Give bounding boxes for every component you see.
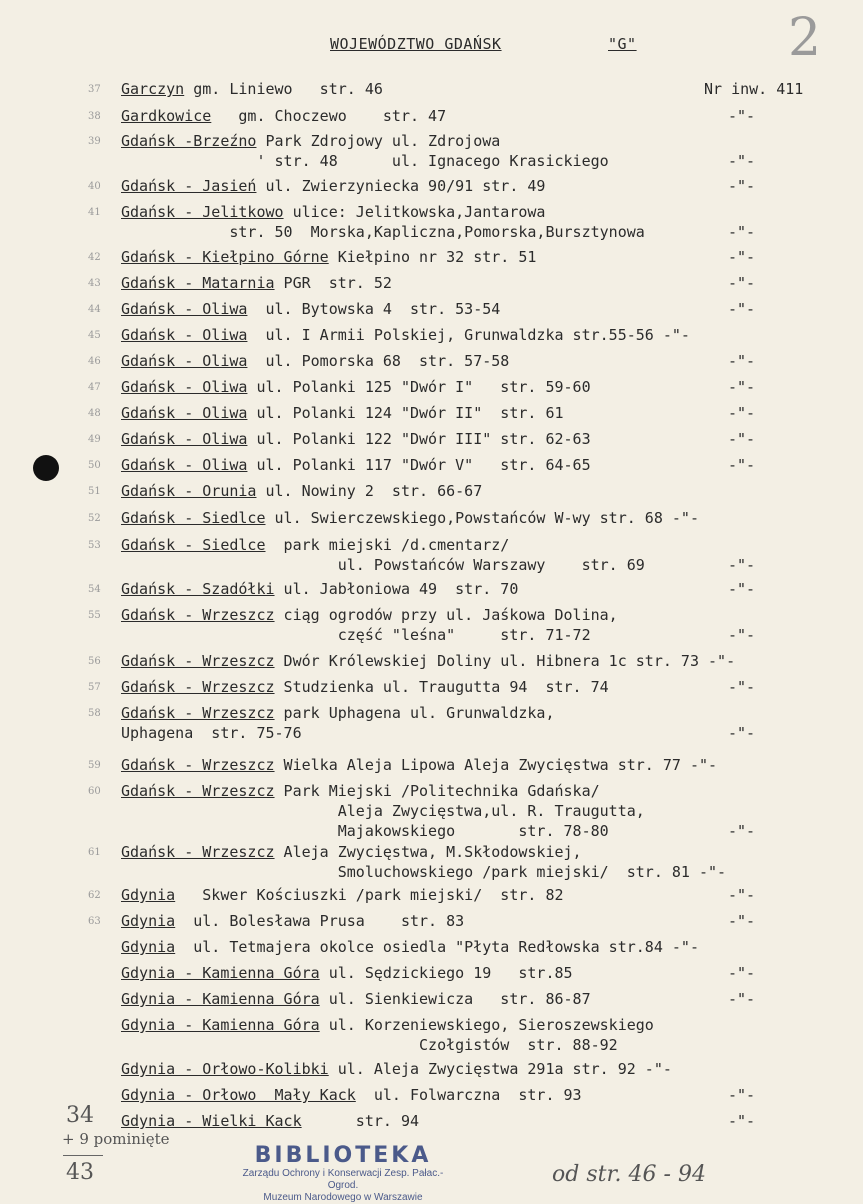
entry-place: Garczyn: [121, 80, 185, 98]
entry-line: [121, 107, 446, 125]
row-index-number: 58: [88, 708, 101, 719]
entry-line: [121, 456, 591, 474]
entry-details: ul. Nowiny 2 str. 66-67: [256, 482, 483, 500]
entry-ditto: -"-: [728, 886, 756, 904]
entry-details: ul. Tetmajera okolce osiedla "Płyta Redłowska str.84 -"-: [175, 938, 699, 956]
entry-ditto: -"-: [728, 556, 756, 574]
entry-place: Gdynia: [121, 938, 176, 956]
entry-line: [121, 990, 591, 1008]
entry-details: ul. Polanki 117 "Dwór V" str. 64-65: [247, 456, 591, 474]
handwritten-count: 34: [66, 1103, 94, 1128]
entry-details: ul. Bolesława Prusa str. 83: [175, 912, 465, 930]
row-index-number: 56: [88, 656, 101, 667]
row-index-number: 59: [88, 760, 101, 771]
handwritten-sum: 43: [66, 1160, 94, 1185]
document-letter: "G": [608, 35, 637, 53]
entry-place: Gdańsk - Szadółki: [121, 580, 275, 598]
entry-place: Gdańsk - Wrzeszcz: [121, 843, 275, 861]
entry-place: Gdańsk - Wrzeszcz: [121, 756, 275, 774]
entry-continuation: Majakowskiego str. 78-80: [121, 822, 609, 840]
entry-line: [121, 509, 699, 527]
entry-line: [121, 938, 699, 956]
entry-ditto: -"-: [728, 678, 756, 696]
entry-place: Gdańsk - Jasień: [121, 177, 257, 195]
stamp-line-2: Muzeum Narodowego w Warszawie: [263, 1192, 423, 1203]
entry-continuation: ' str. 48 ul. Ignacego Krasickiego: [121, 152, 609, 170]
entry-ditto: -"-: [728, 352, 756, 370]
entry-line: [121, 912, 464, 930]
entry-place: Gdańsk - Wrzeszcz: [121, 704, 275, 722]
entry-ditto: -"-: [728, 404, 756, 422]
row-index-number: 60: [88, 786, 101, 797]
entry-ditto: -"-: [728, 964, 756, 982]
entry-place: Gdańsk - Matarnia: [121, 274, 275, 292]
entry-place: Gdańsk - Wrzeszcz: [121, 782, 275, 800]
entry-ditto: -"-: [728, 152, 756, 170]
entry-line: [121, 756, 717, 774]
entry-place: Gdynia - Kamienna Góra: [121, 990, 320, 1008]
entry-details: ul. I Armii Polskiej, Grunwaldzka str.55-56 -"-: [247, 326, 690, 344]
row-index-number: 41: [88, 207, 101, 218]
entry-details: gm. Liniewo str. 46: [184, 80, 383, 98]
entry-ditto: -"-: [728, 626, 756, 644]
row-index-number: 62: [88, 890, 101, 901]
entry-line: [121, 80, 383, 98]
entry-line: [121, 606, 618, 624]
stamp-line-1: Zarządu Ochrony i Konserwacji Zesp. Pałac.-Ogrod.: [242, 1168, 444, 1191]
entry-place: Gdańsk - Jelitkowo: [121, 203, 284, 221]
entry-details: ul. Folwarczna str. 93: [355, 1086, 582, 1104]
row-index-number: 43: [88, 278, 101, 289]
row-index-number: 55: [88, 610, 101, 621]
row-index-number: 44: [88, 304, 101, 315]
entry-line: [121, 378, 591, 396]
entry-place: Gdynia - Kamienna Góra: [121, 964, 320, 982]
row-index-number: 48: [88, 408, 101, 419]
document-title: WOJEWÓDZTWO GDAŃSK: [330, 35, 502, 53]
entry-ditto: -"-: [728, 300, 756, 318]
entry-line: [121, 300, 500, 318]
row-index-number: 37: [88, 84, 101, 95]
entry-ditto: -"-: [728, 430, 756, 448]
row-index-number: 40: [88, 181, 101, 192]
entry-details: ul. Jabłoniowa 49 str. 70: [274, 580, 519, 598]
entry-details: Kiełpino nr 32 str. 51: [328, 248, 537, 266]
entry-details: Park Miejski /Politechnika Gdańska/: [274, 782, 600, 800]
row-index-number: 51: [88, 486, 101, 497]
row-index-number: 52: [88, 513, 101, 524]
entry-place: Gdańsk - Siedlce: [121, 536, 266, 554]
entry-ditto: -"-: [728, 274, 756, 292]
entry-place: Gdańsk - Wrzeszcz: [121, 678, 275, 696]
entry-ditto: -"-: [728, 1086, 756, 1104]
entry-line: [121, 782, 600, 800]
entry-place: Gdańsk - Wrzeszcz: [121, 652, 275, 670]
entry-ditto: -"-: [728, 248, 756, 266]
entry-place: Gdańsk - Oliwa: [121, 326, 248, 344]
entry-line: [121, 1112, 419, 1130]
entry-details: ulice: Jelitkowska,Jantarowa: [283, 203, 546, 221]
entry-line: [121, 203, 545, 221]
entry-line: [121, 177, 545, 195]
entry-place: Gdańsk - Orunia: [121, 482, 257, 500]
entry-line: [121, 132, 500, 150]
entry-details: ul. Polanki 122 "Dwór III" str. 62-63: [247, 430, 591, 448]
entry-line: [121, 843, 582, 861]
row-index-number: 39: [88, 136, 101, 147]
entry-details: Aleja Zwycięstwa, M.Skłodowskiej,: [274, 843, 582, 861]
entry-details: ul. Sienkiewicza str. 86-87: [319, 990, 591, 1008]
row-index-number: 46: [88, 356, 101, 367]
entry-details: Park Zdrojowy ul. Zdrojowa: [256, 132, 501, 150]
entry-continuation: Smoluchowskiego /park miejski/ str. 81 -"-: [121, 863, 727, 881]
entry-line: [121, 1060, 672, 1078]
library-stamp: [228, 1143, 458, 1204]
entry-line: [121, 430, 591, 448]
row-index-number: 54: [88, 584, 101, 595]
entry-line: [121, 274, 392, 292]
entry-ditto: -"-: [728, 912, 756, 930]
row-index-number: 38: [88, 111, 101, 122]
entry-line: [121, 704, 555, 722]
entry-ditto: -"-: [728, 580, 756, 598]
entry-details: ul. Swierczewskiego,Powstańców W-wy str. 68 -"-: [265, 509, 699, 527]
entry-place: Gdynia: [121, 886, 176, 904]
entry-continuation: Aleja Zwycięstwa,ul. R. Traugutta,: [121, 802, 645, 820]
entry-line: [121, 886, 564, 904]
entry-ditto: -"-: [728, 378, 756, 396]
entry-place: Gdańsk - Kiełpino Górne: [121, 248, 329, 266]
entry-line: [121, 352, 509, 370]
row-index-number: 63: [88, 916, 101, 927]
entry-place: Gdańsk - Oliwa: [121, 300, 248, 318]
entry-place: Gdańsk - Siedlce: [121, 509, 266, 527]
entry-line: [121, 1016, 654, 1034]
entry-continuation: ul. Powstańców Warszawy str. 69: [121, 556, 645, 574]
entry-details: ul. Bytowska 4 str. 53-54: [247, 300, 501, 318]
entry-line: [121, 326, 690, 344]
entry-details: park Uphagena ul. Grunwaldzka,: [274, 704, 555, 722]
entry-ditto: -"-: [728, 990, 756, 1008]
entry-ditto: -"-: [728, 223, 756, 241]
entry-details: ul. Sędzickiego 19 str.85: [319, 964, 573, 982]
row-index-number: 61: [88, 847, 101, 858]
entry-details: ul. Polanki 124 "Dwór II" str. 61: [247, 404, 564, 422]
entry-line: [121, 964, 573, 982]
entry-line: [121, 536, 509, 554]
entry-details: ul. Aleja Zwycięstwa 291a str. 92 -"-: [328, 1060, 672, 1078]
entry-details: ciąg ogrodów przy ul. Jaśkowa Dolina,: [274, 606, 618, 624]
row-index-number: 50: [88, 460, 101, 471]
entry-continuation: Uphagena str. 75-76: [121, 724, 302, 742]
entry-ditto: -"-: [728, 1112, 756, 1130]
sum-line: [63, 1155, 103, 1156]
entry-details: ul. Polanki 125 "Dwór I" str. 59-60: [247, 378, 591, 396]
entry-line: [121, 652, 735, 670]
entry-place: Gdynia: [121, 912, 176, 930]
row-index-number: 45: [88, 330, 101, 341]
handwritten-plus-note: + 9 pominięte: [62, 1130, 170, 1148]
entry-details: Wielka Aleja Lipowa Aleja Zwycięstwa str. 77 -"-: [274, 756, 718, 774]
entry-line: [121, 482, 482, 500]
entry-place: Gardkowice: [121, 107, 212, 125]
punch-hole: [33, 455, 59, 481]
entry-place: Gdańsk - Wrzeszcz: [121, 606, 275, 624]
entry-place: Gdynia - Orłowo-Kolibki: [121, 1060, 329, 1078]
entry-details: gm. Choczewo str. 47: [211, 107, 447, 125]
row-index-number: 53: [88, 540, 101, 551]
entry-place: Gdańsk - Oliwa: [121, 404, 248, 422]
entry-line: [121, 248, 536, 266]
entry-details: ul. Zwierzyniecka 90/91 str. 49: [256, 177, 546, 195]
entry-place: Gdynia - Wielki Kack: [121, 1112, 302, 1130]
entry-details: park miejski /d.cmentarz/: [265, 536, 510, 554]
entry-details: ul. Pomorska 68 str. 57-58: [247, 352, 510, 370]
page-number-mark: 2: [788, 8, 822, 68]
row-index-number: 47: [88, 382, 101, 393]
entry-continuation: część "leśna" str. 71-72: [121, 626, 591, 644]
entry-ditto: -"-: [728, 107, 756, 125]
entry-details: ul. Korzeniewskiego, Sieroszewskiego: [319, 1016, 654, 1034]
entry-place: Gdynia - Orłowo Mały Kack: [121, 1086, 356, 1104]
entry-ditto: -"-: [728, 724, 756, 742]
entry-place: Gdańsk - Oliwa: [121, 430, 248, 448]
handwritten-range-note: od str. 46 - 94: [552, 1162, 706, 1187]
entry-details: Dwór Królewskiej Doliny ul. Hibnera 1c str. 73 -"-: [274, 652, 736, 670]
entry-ditto: -"-: [728, 177, 756, 195]
entry-place: Gdynia - Kamienna Góra: [121, 1016, 320, 1034]
entry-line: [121, 678, 609, 696]
entry-details: Studzienka ul. Traugutta 94 str. 74: [274, 678, 609, 696]
entry-place: Gdańsk - Oliwa: [121, 378, 248, 396]
entry-details: Skwer Kościuszki /park miejski/ str. 82: [175, 886, 564, 904]
entry-continuation: Czołgistów str. 88-92: [121, 1036, 618, 1054]
row-index-number: 42: [88, 252, 101, 263]
entry-line: [121, 1086, 582, 1104]
entry-details: PGR str. 52: [274, 274, 392, 292]
entry-ditto: Nr inw. 411: [704, 80, 804, 98]
entry-line: [121, 404, 564, 422]
entry-place: Gdańsk -Brzeźno: [121, 132, 257, 150]
entry-ditto: -"-: [728, 822, 756, 840]
entry-place: Gdańsk - Oliwa: [121, 456, 248, 474]
stamp-title: BIBLIOTEKA: [254, 1143, 432, 1168]
entry-line: [121, 580, 518, 598]
entry-continuation: str. 50 Morska,Kapliczna,Pomorska,Bursztynowa: [121, 223, 645, 241]
entry-ditto: -"-: [728, 456, 756, 474]
row-index-number: 49: [88, 434, 101, 445]
entry-place: Gdańsk - Oliwa: [121, 352, 248, 370]
row-index-number: 57: [88, 682, 101, 693]
entry-details: str. 94: [301, 1112, 420, 1130]
